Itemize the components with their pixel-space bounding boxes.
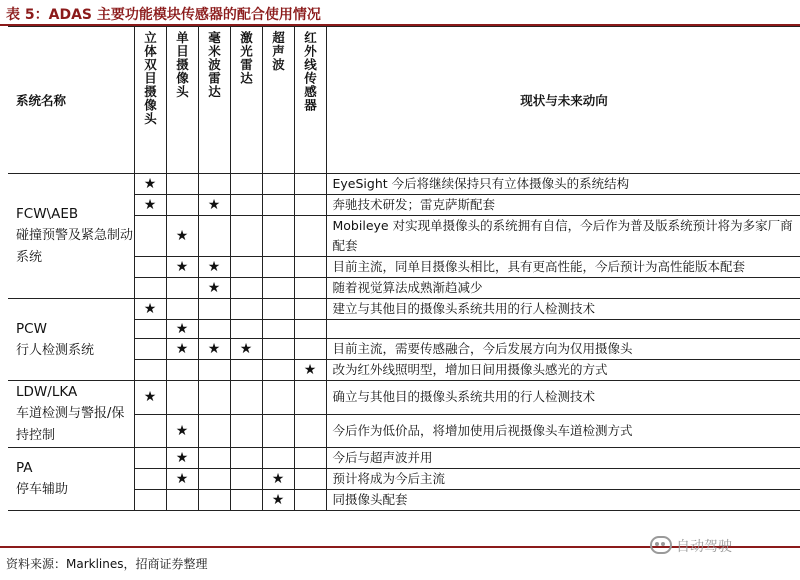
sensor-cell — [198, 299, 230, 320]
sensor-cell — [294, 360, 326, 381]
status-cell: 目前主流，需要传感融合，今后发展方向为仅用摄像头 — [326, 339, 800, 360]
system-name-en: PCW — [16, 320, 47, 337]
status-cell — [326, 320, 800, 339]
sensor-cell — [198, 174, 230, 195]
sensor-cell — [294, 339, 326, 360]
sensor-cell — [262, 414, 294, 448]
sensor-cell — [166, 320, 198, 339]
sensor-cell — [198, 469, 230, 490]
sensor-cell — [166, 174, 198, 195]
sensor-cell — [230, 278, 262, 299]
sensor-cell — [262, 320, 294, 339]
sensor-cell — [294, 320, 326, 339]
sensor-cell — [198, 360, 230, 381]
sensor-cell — [294, 216, 326, 257]
sensor-cell — [262, 339, 294, 360]
sensor-cell — [294, 414, 326, 448]
star-icon: ★ — [175, 450, 189, 466]
header-sensor — [198, 27, 230, 174]
header-sensor — [166, 27, 198, 174]
sensor-cell — [166, 257, 198, 278]
star-icon: ★ — [175, 341, 189, 357]
status-cell: 今后作为低价品，将增加使用后视摄像头车道检测方式 — [326, 414, 800, 448]
sensor-cell — [134, 278, 166, 299]
sensor-cell — [198, 320, 230, 339]
sensor-cell — [294, 381, 326, 415]
sensor-cell — [262, 257, 294, 278]
star-icon: ★ — [271, 492, 285, 508]
star-icon: ★ — [175, 321, 189, 337]
table-row — [8, 448, 800, 469]
sensor-cell — [294, 299, 326, 320]
sensor-cell — [134, 195, 166, 216]
sensor-cell — [166, 448, 198, 469]
star-icon: ★ — [175, 228, 189, 244]
status-cell: 确立与其他目的摄像头系统共用的行人检测技术 — [326, 381, 800, 415]
star-icon: ★ — [143, 176, 157, 192]
header-sensor-label: 激光雷达 — [238, 31, 254, 85]
sensor-cell — [134, 320, 166, 339]
sensor-cell — [166, 381, 198, 415]
sensor-cell — [294, 278, 326, 299]
star-icon: ★ — [239, 341, 253, 357]
status-cell: 奔驰技术研发；雷克萨斯配套 — [326, 195, 800, 216]
header-sensor — [262, 27, 294, 174]
sensor-cell — [230, 320, 262, 339]
sensor-cell — [134, 339, 166, 360]
sensor-cell — [198, 216, 230, 257]
sensor-cell — [230, 360, 262, 381]
table-row — [8, 299, 800, 320]
header-sensor — [230, 27, 262, 174]
system-name-cell — [8, 299, 134, 381]
sensor-cell — [198, 195, 230, 216]
sensor-cell — [230, 195, 262, 216]
header-sensor — [134, 27, 166, 174]
system-name-cell — [8, 381, 134, 448]
system-name-cell — [8, 448, 134, 511]
sensor-cell — [294, 195, 326, 216]
star-icon: ★ — [175, 471, 189, 487]
sensor-cell — [166, 278, 198, 299]
header-sensor-label: 立体双目摄像头 — [142, 31, 158, 126]
table-row — [8, 174, 800, 195]
sensor-cell — [198, 490, 230, 511]
watermark — [650, 536, 732, 556]
sensor-cell — [230, 216, 262, 257]
system-name-zh: 车道检测与警报/保持控制 — [16, 406, 125, 443]
sensor-cell — [230, 490, 262, 511]
sensor-cell — [134, 469, 166, 490]
star-icon: ★ — [143, 389, 157, 406]
sensor-cell — [294, 490, 326, 511]
sensor-cell — [134, 414, 166, 448]
status-cell: 随着视觉算法成熟渐趋减少 — [326, 278, 800, 299]
star-icon: ★ — [175, 259, 189, 275]
sensor-cell — [262, 278, 294, 299]
sensor-cell — [166, 414, 198, 448]
header-row — [8, 27, 800, 174]
header-status: 现状与未来动向 — [326, 27, 800, 174]
sensor-cell — [230, 257, 262, 278]
sensor-cell — [230, 469, 262, 490]
sensor-cell — [262, 381, 294, 415]
status-cell: 今后与超声波并用 — [326, 448, 800, 469]
header-system-name: 系统名称 — [8, 27, 134, 174]
sensor-cell — [294, 448, 326, 469]
star-icon: ★ — [207, 341, 221, 357]
sensor-cell — [166, 299, 198, 320]
status-cell: 建立与其他目的摄像头系统共用的行人检测技术 — [326, 299, 800, 320]
star-icon: ★ — [207, 259, 221, 275]
sensor-usage-table — [8, 26, 800, 511]
sensor-cell — [166, 339, 198, 360]
system-name-en: FCW\AEB — [16, 206, 79, 222]
sensor-cell — [198, 278, 230, 299]
header-sensor-label: 毫米波雷达 — [206, 31, 222, 99]
system-name-zh: 碰撞预警及紧急制动系统 — [16, 228, 134, 265]
system-name-zh: 行人检测系统 — [16, 342, 95, 358]
sensor-cell — [134, 174, 166, 195]
table-caption: 表 5：ADAS 主要功能模块传感器的配合使用情况 — [6, 7, 321, 23]
system-name-cell — [8, 174, 134, 299]
status-cell: EyeSight 今后将继续保持只有立体摄像头的系统结构 — [326, 174, 800, 195]
sensor-cell — [134, 360, 166, 381]
sensor-cell — [262, 490, 294, 511]
sensor-cell — [134, 381, 166, 415]
sensor-cell — [230, 381, 262, 415]
sensor-cell — [198, 414, 230, 448]
sensor-cell — [198, 448, 230, 469]
wechat-icon — [650, 536, 672, 554]
sensor-cell — [294, 174, 326, 195]
table-row — [8, 381, 800, 415]
star-icon: ★ — [207, 280, 221, 296]
sensor-cell — [230, 414, 262, 448]
watermark-text: 自动驾驶 — [676, 539, 732, 555]
star-icon: ★ — [207, 197, 221, 213]
sensor-cell — [262, 448, 294, 469]
header-sensor — [294, 27, 326, 174]
star-icon: ★ — [143, 301, 157, 317]
sensor-cell — [262, 195, 294, 216]
sensor-cell — [166, 195, 198, 216]
header-sensor-label: 超声波 — [270, 31, 286, 72]
header-sensor-label: 单目摄像头 — [174, 31, 190, 99]
star-icon: ★ — [271, 471, 285, 487]
sensor-cell — [262, 360, 294, 381]
status-cell: 目前主流，同单目摄像头相比，具有更高性能，今后预计为高性能版本配套 — [326, 257, 800, 278]
sensor-cell — [294, 257, 326, 278]
sensor-cell — [134, 216, 166, 257]
system-name-zh: 停车辅助 — [16, 482, 69, 497]
sensor-cell — [262, 216, 294, 257]
sensor-cell — [230, 339, 262, 360]
sensor-cell — [166, 490, 198, 511]
star-icon: ★ — [143, 197, 157, 213]
sensor-cell — [230, 174, 262, 195]
sensor-cell — [166, 216, 198, 257]
sensor-cell — [166, 469, 198, 490]
sensor-cell — [262, 299, 294, 320]
sensor-cell — [198, 381, 230, 415]
status-cell: 同摄像头配套 — [326, 490, 800, 511]
source-note: 资料来源：Marklines，招商证券整理 — [6, 557, 208, 571]
header-sensor-label: 红外线传感器 — [302, 31, 318, 112]
sensor-cell — [294, 469, 326, 490]
sensor-cell — [230, 448, 262, 469]
sensor-cell — [198, 257, 230, 278]
sensor-cell — [166, 360, 198, 381]
star-icon: ★ — [303, 362, 317, 378]
sensor-cell — [134, 299, 166, 320]
status-cell: Mobileye 对实现单摄像头的系统拥有自信，今后作为普及版系统预计将为多家厂商配套 — [326, 216, 800, 257]
status-cell: 预计将成为今后主流 — [326, 469, 800, 490]
sensor-cell — [134, 490, 166, 511]
status-cell: 改为红外线照明型，增加日间用摄像头感光的方式 — [326, 360, 800, 381]
sensor-cell — [230, 299, 262, 320]
star-icon: ★ — [175, 422, 189, 439]
system-name-en: LDW/LKA — [16, 384, 78, 400]
sensor-cell — [262, 469, 294, 490]
sensor-cell — [134, 257, 166, 278]
sensor-cell — [262, 174, 294, 195]
sensor-cell — [198, 339, 230, 360]
system-name-en: PA — [16, 460, 33, 476]
sensor-cell — [134, 448, 166, 469]
